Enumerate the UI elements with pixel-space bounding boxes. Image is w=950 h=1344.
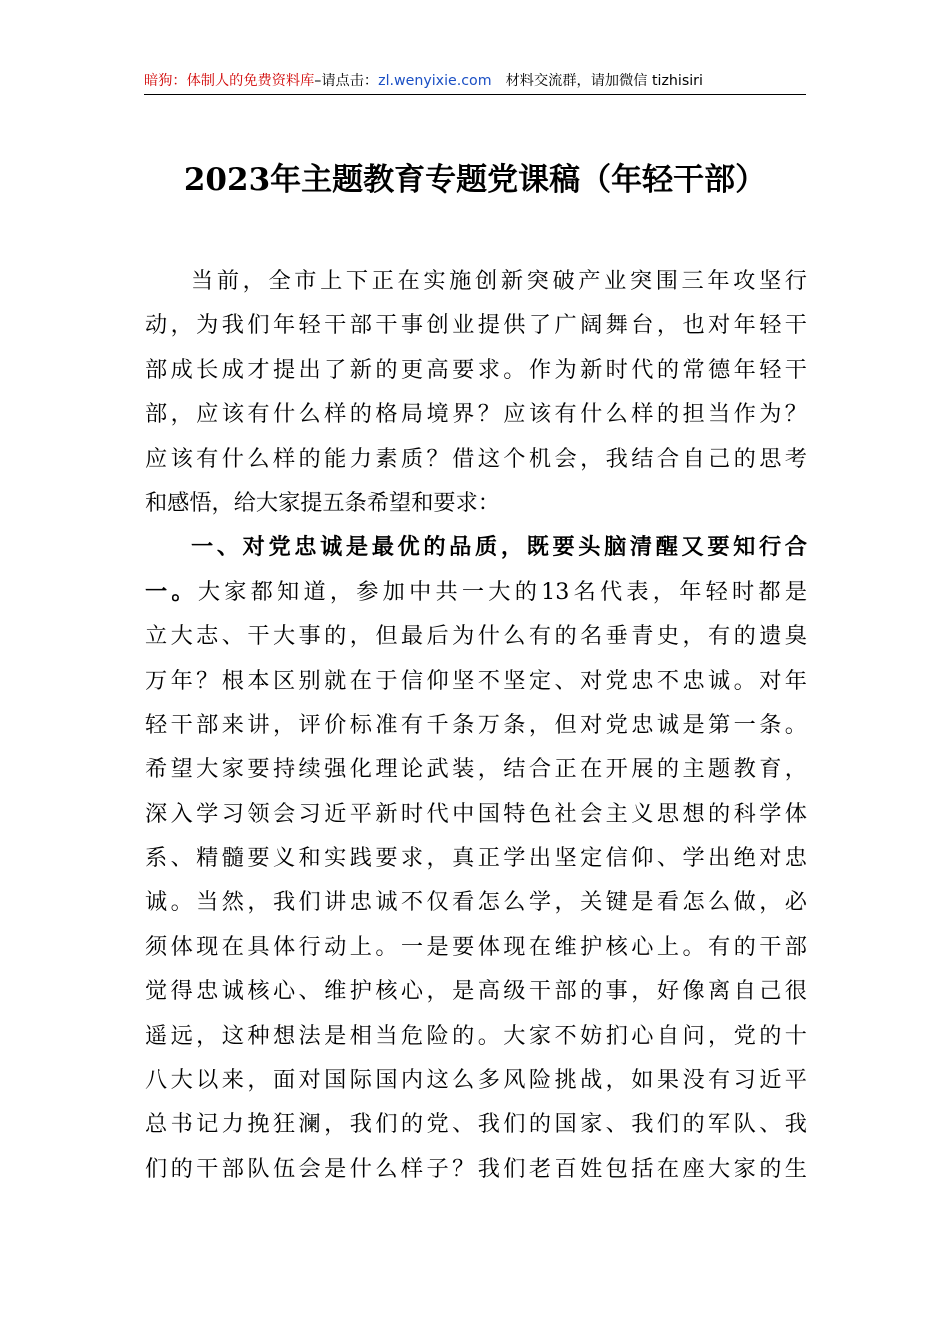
para2-line-1-text: 大家都知道，参加中共一大的13名代表，年轻时都是 [197, 578, 807, 605]
header-site-name: 暗狗：体制人的免费资料库 [144, 73, 315, 89]
para2-line-3: 万年？根本区别就在于信仰坚不坚定、对党忠不忠诚。对年 [145, 667, 807, 694]
para2-line-2: 立大志、干大事的，但最后为什么有的名垂青史，有的遗臭 [145, 623, 807, 650]
para1-line-3: 部成长成才提出了新的更高要求。作为新时代的常德年轻干 [145, 356, 807, 383]
para1-line-6: 和感悟，给大家提五条希望和要求： [145, 489, 500, 516]
header-link[interactable]: zl.wenyixie.com [378, 73, 492, 89]
document-title: 2023年主题教育专题党课稿（年轻干部） [183, 162, 767, 198]
header-click-label: –请点击： [314, 73, 379, 89]
para2-line-13: 总书记力挽狂澜，我们的党、我们的国家、我们的军队、我 [145, 1111, 807, 1138]
para2-line-8: 诚。当然，我们讲忠诚不仅看怎么学，关键是看怎么做，必 [145, 889, 807, 916]
para2-line-14: 们的干部队伍会是什么样子？我们老百姓包括在座大家的生 [145, 1155, 807, 1182]
para1-line-4: 部，应该有什么样的格局境界？应该有什么样的担当作为？ [145, 401, 807, 428]
para2-line-5: 希望大家要持续强化理论武装，结合正在开展的主题教育， [145, 756, 807, 783]
section-heading-1-end: 一。 [145, 578, 198, 605]
section-heading-1: 一、对党忠诚是最优的品质，既要头脑清醒又要知行合 [191, 534, 807, 561]
header-wechat-note: 材料交流群，请加微信 tizhisiri [505, 73, 703, 89]
para2-line-1 [145, 570, 807, 614]
para2-line-12: 八大以来，面对国际国内这么多风险挑战，如果没有习近平 [145, 1067, 807, 1094]
para1-line-1: 当前，全市上下正在实施创新突破产业突围三年攻坚行 [191, 268, 807, 294]
para1-line-2: 动，为我们年轻干部干事创业提供了广阔舞台，也对年轻干 [145, 312, 807, 339]
para2-line-6: 深入学习领会习近平新时代中国特色社会主义思想的科学体 [145, 800, 807, 827]
para2-line-9: 须体现在具体行动上。一是要体现在维护核心上。有的干部 [145, 933, 807, 960]
para1-line-5: 应该有什么样的能力素质？借这个机会，我结合自己的思考 [145, 445, 807, 472]
para2-line-7: 系、精髓要义和实践要求，真正学出坚定信仰、学出绝对忠 [145, 845, 807, 872]
para2-line-4: 轻干部来讲，评价标准有千条万条，但对党忠诚是第一条。 [145, 711, 807, 738]
para2-line-10: 觉得忠诚核心、维护核心，是高级干部的事，好像离自己很 [145, 978, 807, 1005]
document-body [145, 259, 807, 1191]
page-header [144, 70, 806, 95]
para2-line-11: 遥远，这种想法是相当危险的。大家不妨扪心自问，党的十 [145, 1022, 807, 1049]
